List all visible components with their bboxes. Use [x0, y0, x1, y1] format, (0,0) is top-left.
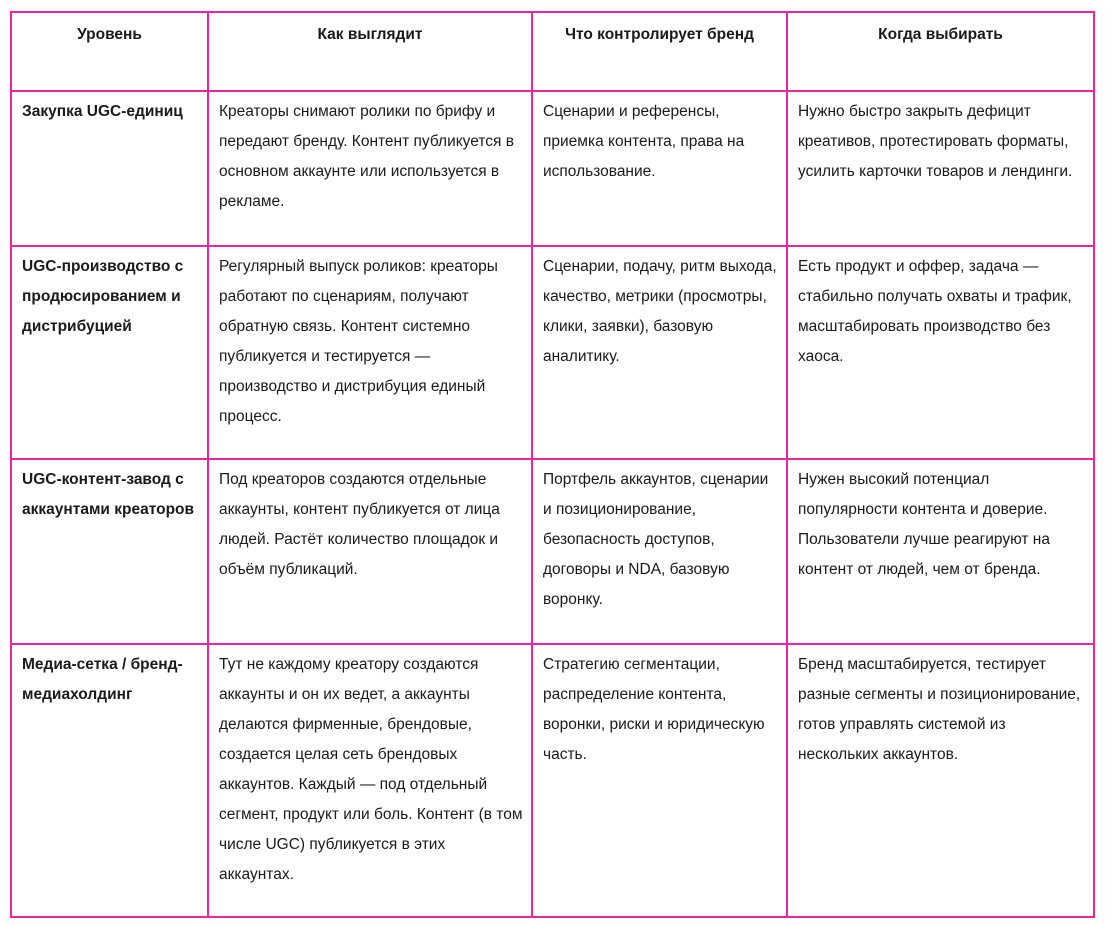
- header-looks: Как выглядит: [208, 12, 532, 91]
- when-cell: Нужно быстро закрыть дефицит креативов, протестировать форматы, усилить карточки товаров и лендинги.: [787, 91, 1094, 246]
- looks-cell: Регулярный выпуск роликов: креаторы работают по сценариям, получают обратную связь. Контент системно публикуется и тестируется — производство и дистрибуция единый процесс.: [208, 246, 532, 459]
- when-cell: Есть продукт и оффер, задача — стабильно получать охваты и трафик, масштабировать производство без хаоса.: [787, 246, 1094, 459]
- controls-cell: Портфель аккаунтов, сценарии и позиционирование, безопасность доступов, договоры и NDA, базовую воронку.: [532, 459, 787, 644]
- header-level: Уровень: [11, 12, 208, 91]
- comparison-table-container: [10, 11, 1095, 918]
- controls-cell: Стратегию сегментации, распределение контента, воронки, риски и юридическую часть.: [532, 644, 787, 917]
- level-cell: Закупка UGC-единиц: [11, 91, 208, 246]
- table-row: [11, 246, 1094, 459]
- level-cell: UGC-производство с продюсированием и дистрибуцией: [11, 246, 208, 459]
- looks-cell: Под креаторов создаются отдельные аккаунты, контент публикуется от лица людей. Растёт количество площадок и объём публикаций.: [208, 459, 532, 644]
- table-row: [11, 644, 1094, 917]
- table-header-row: [11, 12, 1094, 91]
- table-row: [11, 91, 1094, 246]
- controls-cell: Сценарии и референсы, приемка контента, права на использование.: [532, 91, 787, 246]
- when-cell: Бренд масштабируется, тестирует разные сегменты и позиционирование, готов управлять системой из нескольких аккаунтов.: [787, 644, 1094, 917]
- controls-cell: Сценарии, подачу, ритм выхода, качество, метрики (просмотры, клики, заявки), базовую аналитику.: [532, 246, 787, 459]
- header-when: Когда выбирать: [787, 12, 1094, 91]
- when-cell: Нужен высокий потенциал популярности контента и доверие. Пользователи лучше реагируют на контент от людей, чем от бренда.: [787, 459, 1094, 644]
- level-cell: Медиа-сетка / бренд-медиахолдинг: [11, 644, 208, 917]
- table-row: [11, 459, 1094, 644]
- ugc-levels-table: [10, 11, 1095, 918]
- looks-cell: Креаторы снимают ролики по брифу и передают бренду. Контент публикуется в основном аккаунте или используется в рекламе.: [208, 91, 532, 246]
- header-controls: Что контролирует бренд: [532, 12, 787, 91]
- level-cell: UGC-контент-завод с аккаунтами креаторов: [11, 459, 208, 644]
- looks-cell: Тут не каждому креатору создаются аккаунты и он их ведет, а аккаунты делаются фирменные, брендовые, создается целая сеть брендовых аккаунтов. Каждый — под отдельный сегмент, продукт или боль. Контент (в том числе UGC) публикуется в этих аккаунтах.: [208, 644, 532, 917]
